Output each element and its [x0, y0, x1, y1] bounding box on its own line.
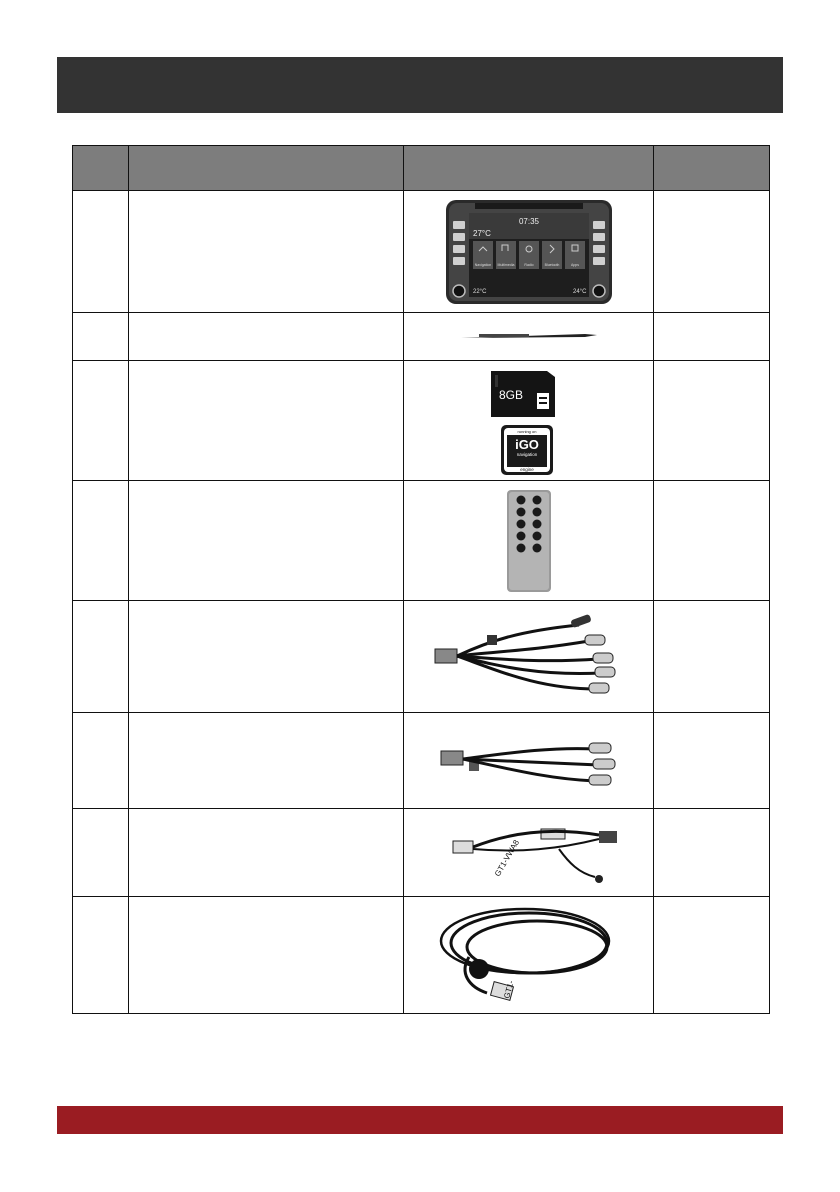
- table-row: [73, 191, 770, 313]
- description-cell: [129, 713, 404, 809]
- description-cell: [129, 809, 404, 897]
- screen-temp-left: 22°C: [472, 288, 486, 295]
- image-cell: [404, 481, 654, 601]
- image-cell: [404, 713, 654, 809]
- igo-running-on-label: running on: [517, 428, 536, 434]
- stylus-image: [459, 329, 599, 343]
- table-row: [73, 713, 770, 809]
- quantity-cell: [654, 809, 770, 897]
- header-image: [404, 146, 654, 191]
- app-navigation-label: Navigation: [474, 262, 491, 267]
- quantity-cell: [654, 191, 770, 313]
- can-adapter-cable-image: [429, 813, 629, 893]
- number-cell: [73, 601, 129, 713]
- description-cell: [129, 313, 404, 361]
- microsd-card-image: [489, 367, 569, 475]
- image-cell: [404, 809, 654, 897]
- table-row: [73, 601, 770, 713]
- header-band: [57, 57, 783, 113]
- screen-time: 07:35: [518, 216, 539, 226]
- igo-navigation-label: navigation: [516, 451, 537, 457]
- quantity-cell: [654, 897, 770, 1014]
- number-cell: [73, 361, 129, 481]
- screen-temp-top: 27°C: [472, 228, 491, 238]
- number-cell: [73, 313, 129, 361]
- image-cell: [404, 191, 654, 313]
- igo-engine-label: engine: [519, 466, 534, 472]
- head-unit-image: [445, 199, 613, 305]
- screen-temp-right: 24°C: [572, 288, 586, 295]
- number-cell: [73, 481, 129, 601]
- app-bluetooth-label: Bluetooth: [544, 262, 559, 267]
- table-row: [73, 897, 770, 1014]
- header-quantity: [654, 146, 770, 191]
- description-cell: [129, 361, 404, 481]
- quantity-cell: [654, 361, 770, 481]
- quantity-cell: [654, 481, 770, 601]
- description-cell: [129, 897, 404, 1014]
- remote-control-image: [505, 488, 553, 594]
- number-cell: [73, 897, 129, 1014]
- number-cell: [73, 809, 129, 897]
- can-cable-label: GT1-VWA8: [492, 837, 521, 878]
- header-description: [129, 146, 404, 191]
- description-cell: [129, 601, 404, 713]
- igo-name-label: iGO: [514, 436, 539, 452]
- number-cell: [73, 191, 129, 313]
- table-header-row: [73, 146, 770, 191]
- app-radio-label: Radio: [523, 262, 534, 267]
- image-cell: [404, 361, 654, 481]
- app-multimedia-label: Multimedia: [497, 262, 514, 267]
- quantity-cell: [654, 313, 770, 361]
- description-cell: [129, 191, 404, 313]
- image-cell: [404, 313, 654, 361]
- quantity-cell: [654, 713, 770, 809]
- quantity-cell: [654, 601, 770, 713]
- microphone-label: GT1-: [501, 979, 516, 1000]
- microphone-image: [429, 903, 629, 1007]
- footer-band: [57, 1106, 783, 1134]
- header-number: [73, 146, 129, 191]
- table-row: [73, 481, 770, 601]
- parts-table: [72, 145, 770, 1014]
- table-row: [73, 361, 770, 481]
- table-row: [73, 809, 770, 897]
- table-row: [73, 313, 770, 361]
- image-cell: [404, 897, 654, 1014]
- rca-cable-large-image: [429, 611, 629, 703]
- description-cell: [129, 481, 404, 601]
- app-apps-label: Apps: [570, 262, 579, 267]
- card-capacity-label: 8GB: [498, 387, 523, 402]
- rca-cable-small-image: [429, 719, 629, 803]
- image-cell: [404, 601, 654, 713]
- number-cell: [73, 713, 129, 809]
